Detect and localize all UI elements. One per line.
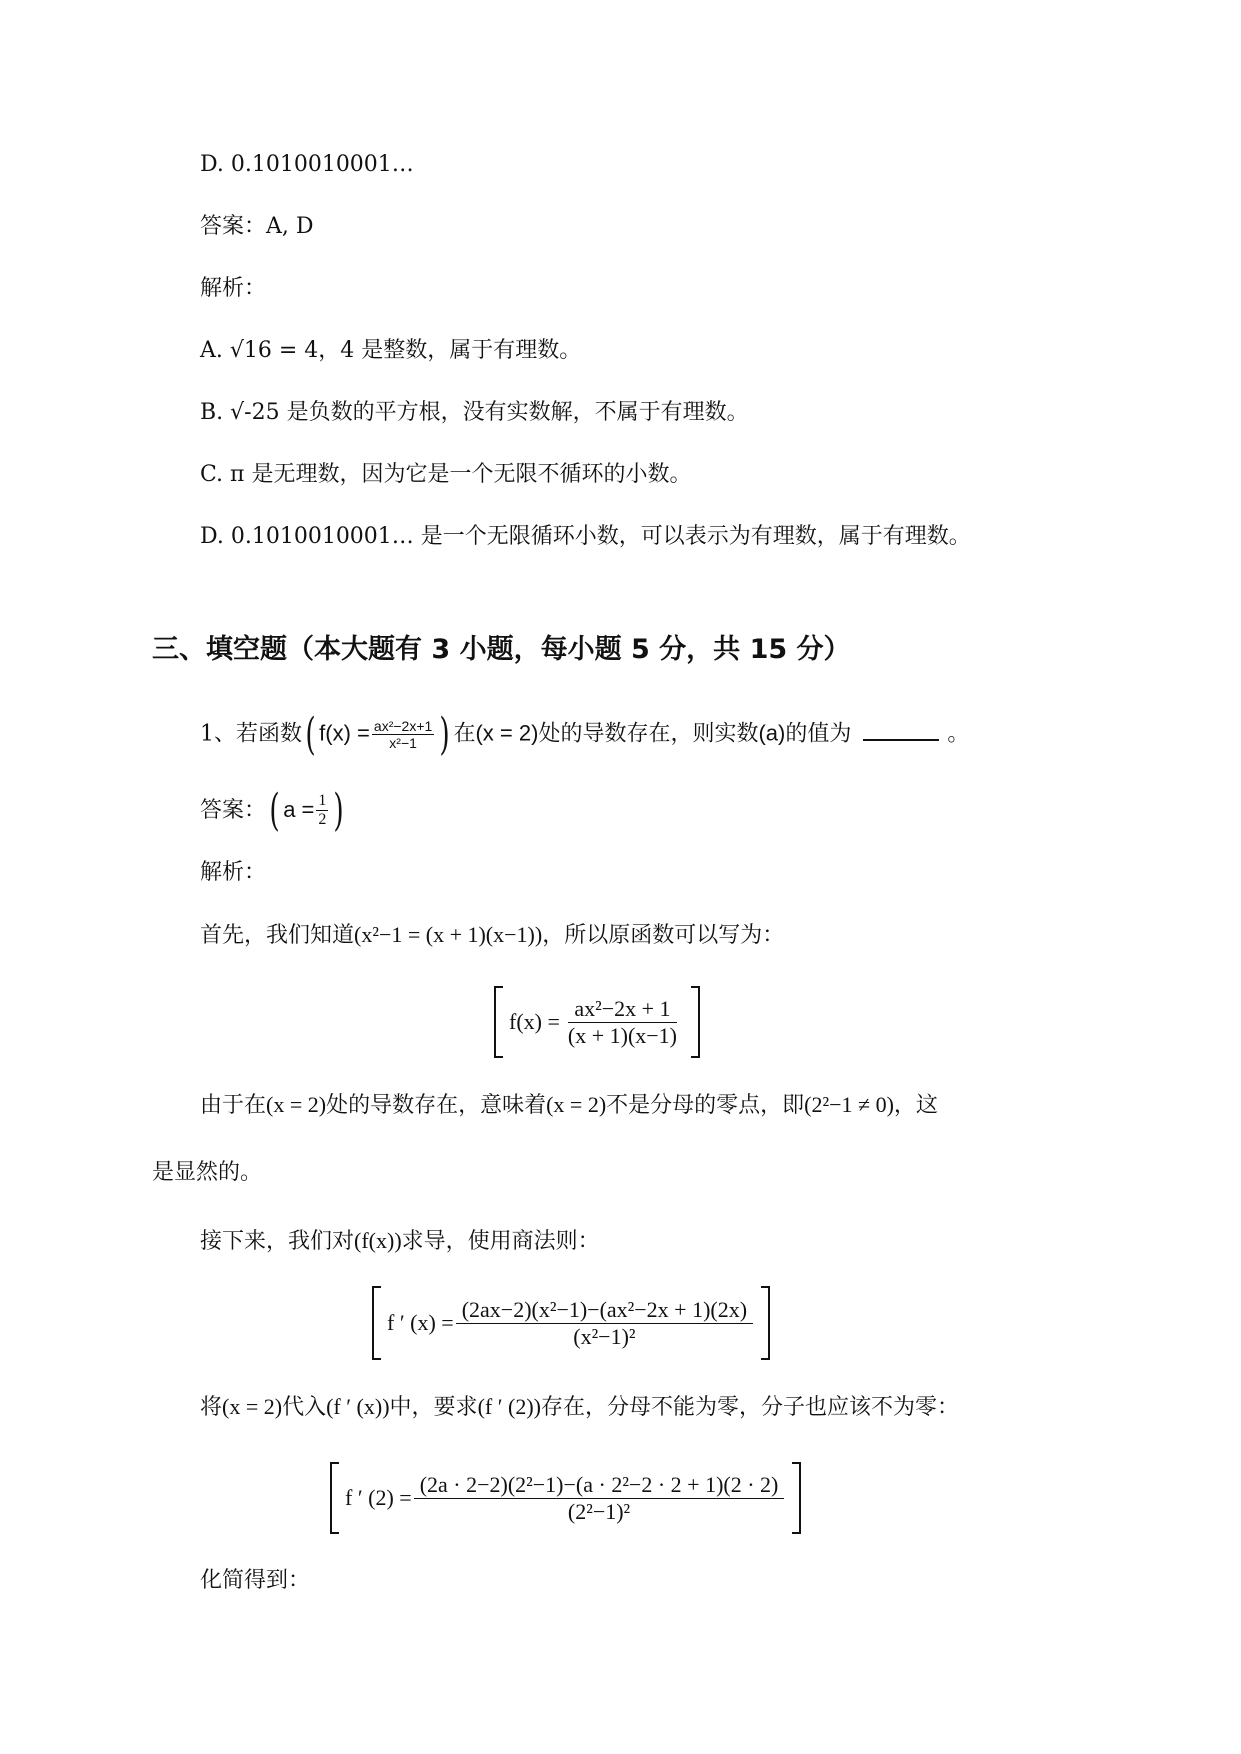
step4-c: 中，要求 [389, 1395, 478, 1420]
q1-var: (a) [758, 720, 786, 746]
q1-step5: 化简得到： [200, 1568, 311, 1593]
equation-1 [494, 986, 700, 1058]
right-paren: ) [333, 784, 345, 836]
eq1-denominator: (x + 1)(x−1) [567, 1022, 678, 1048]
step3-post: 求导，使用商法则： [401, 1229, 600, 1254]
q1-step3 [200, 1226, 600, 1257]
eq3-fraction [414, 1472, 785, 1524]
question-1 [200, 708, 970, 760]
left-paren: ( [269, 784, 280, 836]
step2-c: 不是分母的零点，即 [606, 1093, 805, 1118]
step4-d: 存在，分母不能为零，分子也应该不为零： [541, 1395, 960, 1420]
q1-answer-fraction [316, 792, 328, 830]
left-bracket [330, 1462, 339, 1534]
equation-2 [372, 1286, 770, 1360]
answer-line: 答案：A, D [200, 214, 314, 239]
eq2-denominator: (x²−1)² [573, 1323, 636, 1349]
eq3-numerator: (2a · 2−2)(2²−1)−(a · 2²−2 · 2 + 1)(2 · 2) [414, 1472, 785, 1498]
equation-3 [330, 1462, 801, 1534]
answer-blank [863, 721, 939, 741]
step2-a: 由于在 [200, 1093, 267, 1118]
step2-math-2: (x = 2) [546, 1092, 607, 1117]
q1-step1 [200, 920, 784, 951]
right-paren: ) [439, 708, 451, 760]
q1-mid3: 的值为 [785, 721, 852, 747]
analysis-label: 解析： [200, 276, 267, 301]
section-heading: 三、填空题（本大题有 3 小题，每小题 5 分，共 15 分） [152, 634, 851, 665]
left-bracket [494, 986, 503, 1058]
option-d: D. 0.1010010001… [200, 152, 414, 177]
step3-math: (f(x)) [354, 1228, 402, 1253]
eq1-fraction [562, 996, 683, 1048]
q1-point: (x = 2) [475, 720, 539, 746]
step1-post: ，所以原函数可以写为： [542, 923, 785, 948]
step4-a: 将 [200, 1395, 223, 1420]
left-paren: ( [305, 708, 316, 760]
step1-pre: 首先，我们知道 [200, 923, 355, 948]
eq2-fraction [456, 1297, 753, 1349]
left-bracket [372, 1286, 381, 1360]
eq3-denominator: (2²−1)² [567, 1498, 631, 1524]
right-bracket [691, 986, 700, 1058]
right-bracket [792, 1462, 801, 1534]
eq2-numerator: (2ax−2)(x²−1)−(ax²−2x + 1)(2x) [456, 1297, 753, 1323]
analysis-line-d: D. 0.1010010001… 是一个无限循环小数，可以表示为有理数，属于有理数。 [200, 524, 971, 549]
q1-analysis-label: 解析： [200, 860, 267, 885]
q1-answer [200, 784, 348, 836]
right-bracket [761, 1286, 770, 1360]
q1-mid1: 在 [453, 721, 476, 747]
q1-end: 。 [947, 721, 970, 747]
step2-math-3: (2²−1 ≠ 0) [804, 1092, 894, 1117]
step2-d: ，这 [893, 1093, 938, 1118]
eq2-lhs: f ′ (x) = [387, 1310, 454, 1335]
q1-step2-continued: 是显然的。 [152, 1160, 263, 1185]
q1-fraction-numerator: ax²−2x+1 [373, 718, 433, 734]
eq1-lhs: f(x) = [509, 1009, 560, 1034]
step4-math-2: (f ′ (x)) [326, 1394, 390, 1419]
q1-answer-numerator: 1 [316, 792, 328, 811]
eq1-numerator: ax²−2x + 1 [568, 996, 676, 1022]
step2-b: 处的导数存在，意味着 [326, 1093, 547, 1118]
q1-answer-lhs: a = [283, 796, 315, 822]
step4-math-3: (f ′ (2)) [477, 1394, 542, 1419]
step4-b: 代入 [282, 1395, 327, 1420]
q1-f-lhs: f(x) = [319, 720, 370, 746]
q1-answer-denominator: 2 [318, 811, 327, 829]
q1-prefix: 1、若函数 [200, 721, 302, 747]
analysis-line-c: C. π 是无理数，因为它是一个无限不循环的小数。 [200, 462, 692, 487]
q1-answer-label: 答案： [200, 797, 267, 823]
step4-math-1: (x = 2) [222, 1394, 283, 1419]
analysis-line-b: B. √-25 是负数的平方根，没有实数解，不属于有理数。 [200, 400, 749, 425]
step3-pre: 接下来，我们对 [200, 1229, 355, 1254]
analysis-line-a: A. √16 = 4，4 是整数，属于有理数。 [200, 338, 582, 363]
q1-step2 [200, 1090, 938, 1121]
q1-fraction [372, 718, 434, 751]
step1-math: (x²−1 = (x + 1)(x−1)) [354, 922, 543, 947]
eq3-lhs: f ′ (2) = [345, 1485, 412, 1510]
q1-step4 [200, 1392, 959, 1423]
q1-fraction-denominator: x²−1 [389, 735, 417, 752]
q1-mid2: 处的导数存在，则实数 [538, 721, 759, 747]
step2-math-1: (x = 2) [266, 1092, 327, 1117]
